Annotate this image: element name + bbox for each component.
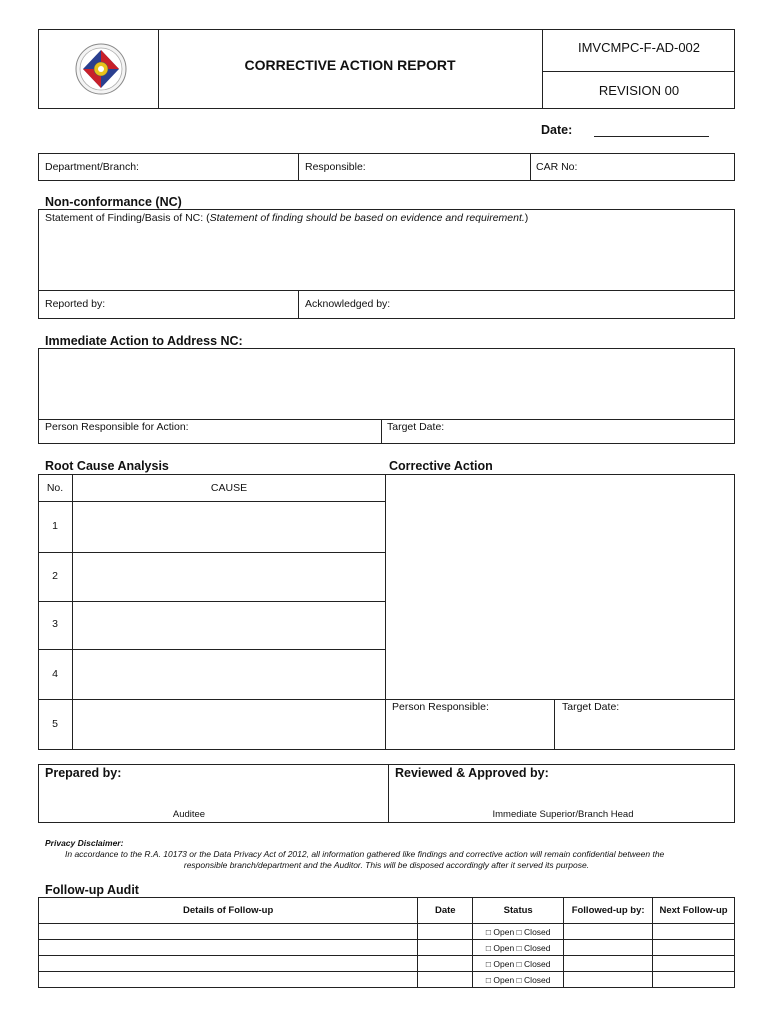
followup-row xyxy=(39,956,735,972)
reported-by-field[interactable]: Reported by: xyxy=(45,298,106,310)
followup-status-cell[interactable]: □ Open □ Closed xyxy=(473,924,564,940)
rca-col-no: No. xyxy=(46,482,64,494)
followup-status-cell[interactable]: □ Open □ Closed xyxy=(473,940,564,956)
rca-heading: Root Cause Analysis xyxy=(45,459,169,473)
reviewer-role: Immediate Superior/Branch Head xyxy=(492,809,634,820)
department-field[interactable]: Department/Branch: xyxy=(45,161,139,173)
corrective-action-box[interactable] xyxy=(385,474,735,700)
car-no-field[interactable]: CAR No: xyxy=(536,161,578,173)
followup-row xyxy=(39,972,735,988)
followup-next-cell[interactable] xyxy=(653,972,735,988)
followup-status-cell[interactable]: □ Open □ Closed xyxy=(473,956,564,972)
privacy-line-1: In accordance to the R.A. 10173 or the Data Privacy Act of 2012, all information gathered like findings and corrective action will remain confidential between the xyxy=(65,849,665,859)
followup-heading: Follow-up Audit xyxy=(45,883,139,897)
responsible-field[interactable]: Responsible: xyxy=(305,161,366,173)
revision-number: REVISION 00 xyxy=(598,83,680,98)
followup-status-cell[interactable]: □ Open □ Closed xyxy=(473,972,564,988)
info-row xyxy=(38,153,735,181)
reviewed-by-signature[interactable] xyxy=(389,782,734,806)
privacy-title: Privacy Disclaimer: xyxy=(45,838,124,848)
followup-details-cell[interactable] xyxy=(39,972,418,988)
followup-date-cell[interactable] xyxy=(418,924,473,940)
date-field[interactable] xyxy=(594,123,709,137)
rca-cause-cell[interactable] xyxy=(73,650,385,699)
followup-by-cell[interactable] xyxy=(564,956,653,972)
info-divider-2 xyxy=(530,153,531,181)
auditee-role: Auditee xyxy=(172,809,206,820)
rca-cause-cell[interactable] xyxy=(73,602,385,649)
followup-by-cell[interactable] xyxy=(564,924,653,940)
acknowledged-by-field[interactable]: Acknowledged by: xyxy=(305,298,391,310)
date-label: Date: xyxy=(541,123,573,137)
corrective-target-date-field[interactable]: Target Date: xyxy=(562,701,620,713)
followup-details-cell[interactable] xyxy=(39,940,418,956)
nc-statement-prefix: Statement of Finding/Basis of NC: ( xyxy=(45,212,210,224)
followup-row xyxy=(39,940,735,956)
followup-date-cell[interactable] xyxy=(418,972,473,988)
immediate-action-box[interactable] xyxy=(38,348,735,420)
report-title: CORRECTIVE ACTION REPORT xyxy=(244,57,456,73)
nc-statement-suffix: ) xyxy=(524,212,529,224)
followup-next-cell[interactable] xyxy=(653,924,735,940)
rca-cause-cell[interactable] xyxy=(73,553,385,601)
followup-col-followed-by: Followed-up by: xyxy=(564,898,653,924)
prepared-by-label: Prepared by: xyxy=(45,766,122,780)
followup-col-date: Date xyxy=(418,898,473,924)
followup-date-cell[interactable] xyxy=(418,956,473,972)
followup-details-cell[interactable] xyxy=(39,924,418,940)
rca-cause-cell[interactable] xyxy=(73,502,385,552)
rca-row-number: 2 xyxy=(52,570,58,582)
followup-next-cell[interactable] xyxy=(653,956,735,972)
prepared-by-signature[interactable] xyxy=(39,782,388,806)
followup-table xyxy=(38,897,735,988)
immediate-target-date-field[interactable]: Target Date: xyxy=(387,421,445,433)
info-divider-1 xyxy=(298,153,299,181)
followup-details-cell[interactable] xyxy=(39,956,418,972)
reviewed-by-label: Reviewed & Approved by: xyxy=(395,766,549,780)
immediate-person-field[interactable]: Person Responsible for Action: xyxy=(45,421,189,433)
followup-by-cell[interactable] xyxy=(564,940,653,956)
nc-statement-note: Statement of finding should be based on evidence and requirement. xyxy=(209,212,525,224)
rca-col-cause: CAUSE xyxy=(210,482,248,494)
rca-cause-cell[interactable] xyxy=(73,700,385,749)
corrective-divider xyxy=(554,699,555,750)
immediate-divider xyxy=(381,419,382,444)
rca-row-number: 3 xyxy=(52,618,58,630)
immediate-heading: Immediate Action to Address NC: xyxy=(45,334,243,348)
followup-row xyxy=(39,924,735,940)
rca-row-number: 1 xyxy=(52,520,58,532)
nc-divider xyxy=(298,290,299,319)
followup-next-cell[interactable] xyxy=(653,940,735,956)
cooperative-logo xyxy=(72,42,130,97)
followup-by-cell[interactable] xyxy=(564,972,653,988)
rca-row-number: 5 xyxy=(52,718,58,730)
privacy-line-2: responsible branch/department and the Auditor. This will be disposed accordingly after it served its purpose. xyxy=(183,860,590,870)
followup-col-status: Status xyxy=(473,898,564,924)
header-divider-h xyxy=(542,71,735,72)
followup-col-details: Details of Follow-up xyxy=(39,898,418,924)
corrective-person-field[interactable]: Person Responsible: xyxy=(392,701,489,713)
nc-heading: Non-conformance (NC) xyxy=(45,195,182,209)
rca-row-number: 4 xyxy=(52,668,58,680)
followup-date-cell[interactable] xyxy=(418,940,473,956)
corrective-heading: Corrective Action xyxy=(389,459,493,473)
document-code: IMVCMPC-F-AD-002 xyxy=(577,40,701,55)
followup-col-next: Next Follow-up xyxy=(653,898,735,924)
nc-statement-label xyxy=(45,212,528,224)
